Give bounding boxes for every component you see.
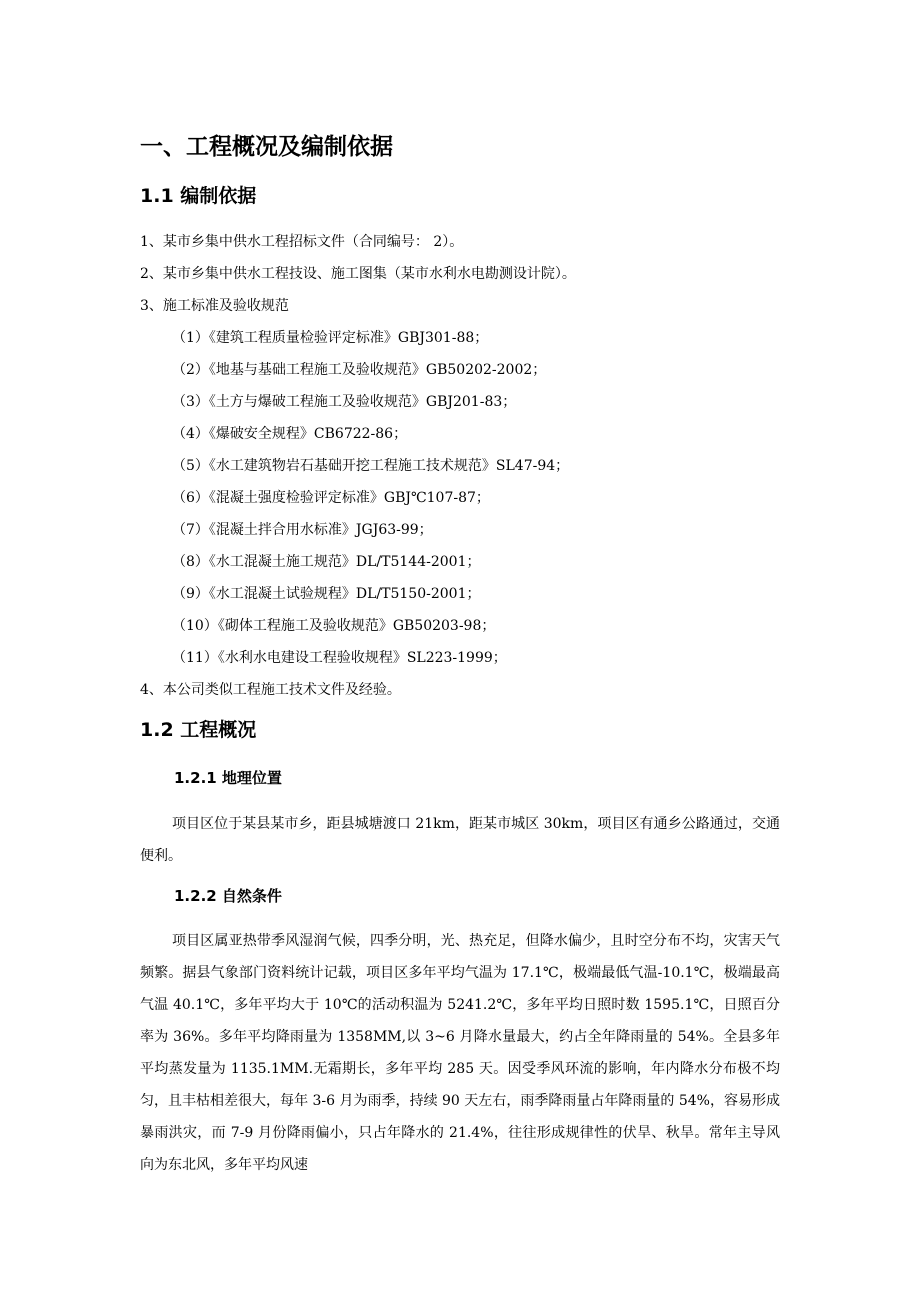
standard-item-7: （7）《混凝土拌合用水标准》JGJ63-99； xyxy=(172,522,433,538)
location-heading: 1.2.1 地理位置 xyxy=(174,769,282,787)
standard-item-9: （9）《水工混凝土试验规程》DL/T5150-2001； xyxy=(172,586,481,602)
standard-item-4: （4）《爆破安全规程》CB6722-86； xyxy=(172,426,408,442)
basis-item-1: 1、某市乡集中供水工程招标文件（合同编号： 2）。 xyxy=(140,234,464,250)
standard-item-8: （8）《水工混凝土施工规范》DL/T5144-2001； xyxy=(172,554,481,570)
standard-item-6: （6）《混凝土强度检验评定标准》GBJ℃107-87； xyxy=(172,490,490,506)
standard-item-2: （2）《地基与基础工程施工及验收规范》GB50202-2002； xyxy=(172,362,547,378)
section-title: 一、工程概况及编制依据 xyxy=(140,134,393,160)
overview-heading: 1.2 工程概况 xyxy=(140,719,257,741)
basis-item-3: 3、施工标准及验收规范 xyxy=(140,298,289,314)
standard-item-10: （10）《砌体工程施工及验收规范》GB50203-98； xyxy=(172,618,496,634)
basis-item-4: 4、本公司类似工程施工技术文件及经验。 xyxy=(140,682,401,698)
location-paragraph: 项目区位于某县某市乡，距县城塘渡口 21km，距某市城区 30km，项目区有通乡公路通过，交通便利。 xyxy=(140,816,780,864)
standard-item-3: （3）《土方与爆破工程施工及验收规范》GBJ201-83； xyxy=(172,394,517,410)
standard-item-5: （5）《水工建筑物岩石基础开挖工程施工技术规范》SL47-94； xyxy=(172,458,570,474)
nature-heading: 1.2.2 自然条件 xyxy=(174,887,282,905)
standard-item-11: （11）《水利水电建设工程验收规程》SL223-1999； xyxy=(172,650,507,666)
standard-item-1: （1）《建筑工程质量检验评定标准》GBJ301-88； xyxy=(172,330,489,346)
nature-paragraph: 项目区属亚热带季风湿润气候，四季分明，光、热充足，但降水偏少，且时空分布不均，灾害天气频繁。据县气象部门资料统计记载，项目区多年平均气温为 17.1℃，极端最低气温-10.1℃，极端最高气温 40.1℃，多年平均大于 10℃的活动积温为 5241.2℃，多年平均日照时数 1595.1℃，日照百分率为 36%。多年平均降雨量为 1358MM,以 3~6 月降水量最大，约占全年降雨量的 54%。全县多年平均蒸发量为 1135.1MM.无霜期长，多年平均 285 天。因受季风环流的影响，年内降水分布极不均匀，且丰枯相差很大，每年 3-6 月为雨季，持续 90 天左右，雨季降雨量占年降雨量的 54%，容易形成暴雨洪灾，而 7-9 月份降雨偏小，只占年降水的 21.4%，往往形成规律性的伏旱、秋旱。常年主导风向为东北风，多年平均风速 xyxy=(140,933,780,1173)
basis-heading: 1.1 编制依据 xyxy=(140,185,257,207)
basis-item-2: 2、某市乡集中供水工程技设、施工图集（某市水利水电勘测设计院）。 xyxy=(140,266,576,282)
